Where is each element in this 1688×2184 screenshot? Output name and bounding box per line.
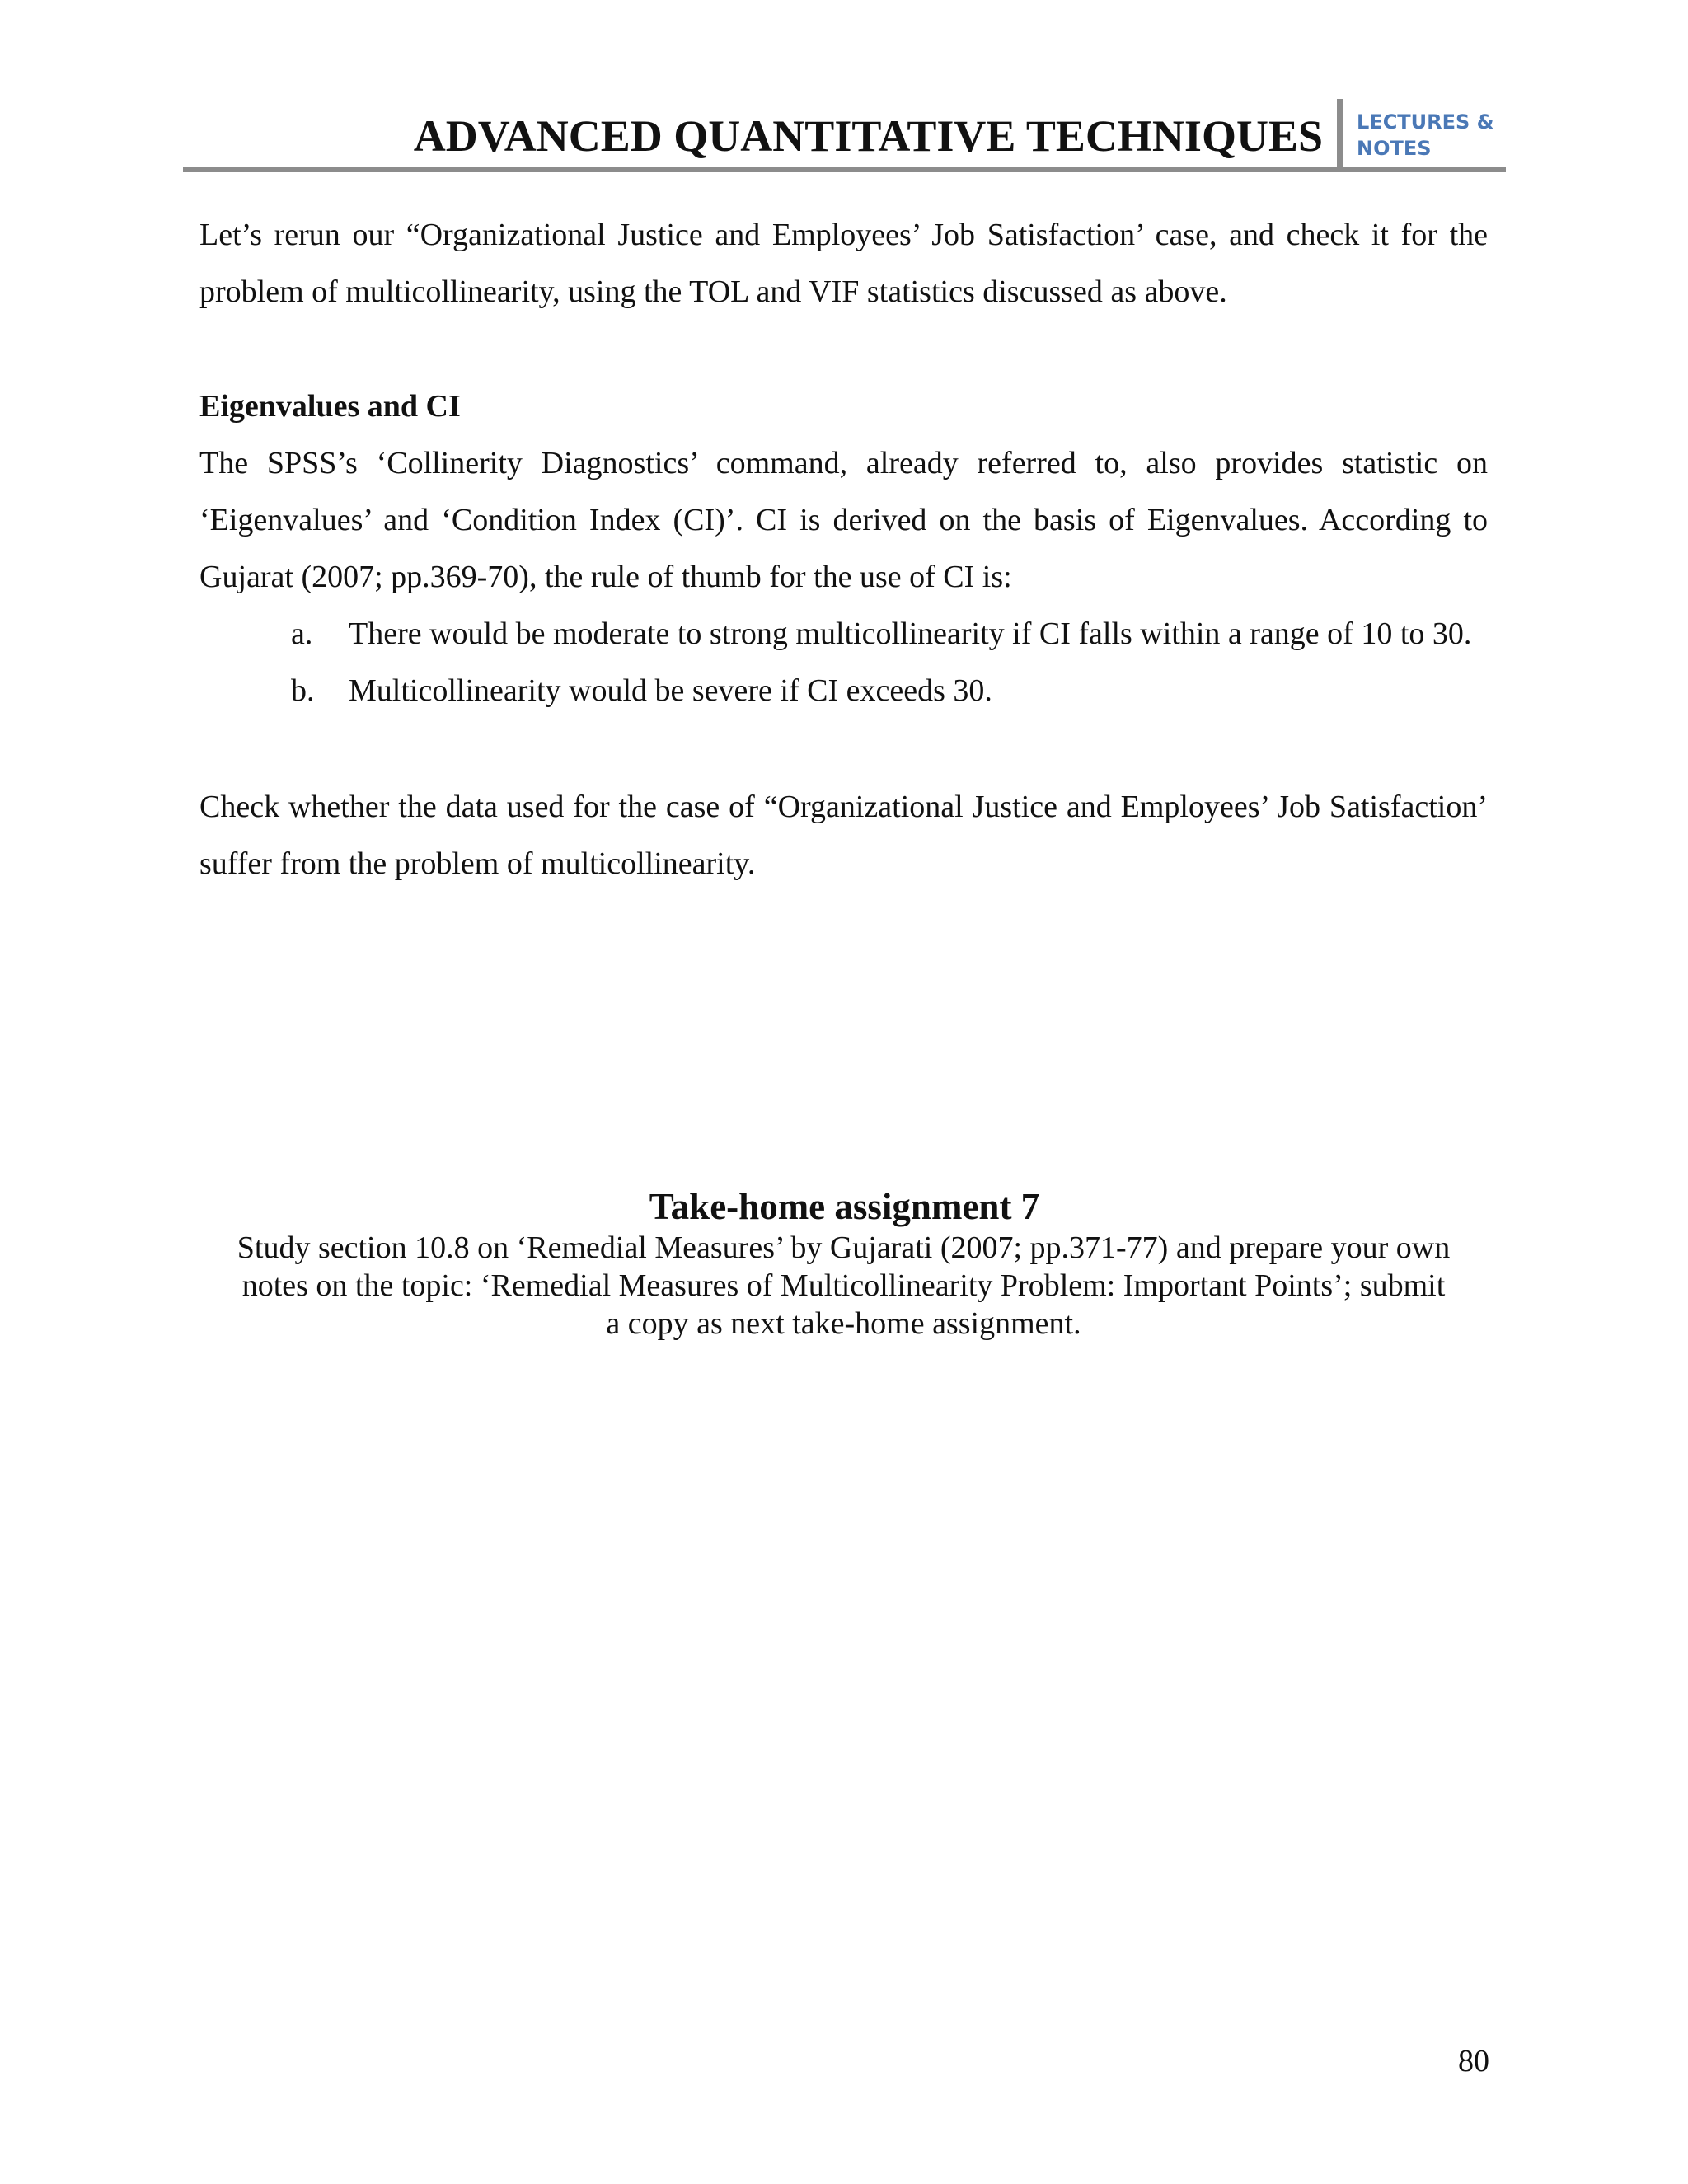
list-item-text: There would be moderate to strong multicollinearity if CI falls within a range of 10 to 30. (349, 616, 1472, 651)
section-paragraph: The SPSS’s ‘Collinerity Diagnostics’ command, already referred to, also provides statistic on ‘Eigenvalues’ and ‘Condition Index (CI)’. CI is derived on the basis of Eigenvalues. According to Gujarat (2007; pp.369-70), the rule of thumb for the use of CI is: (199, 446, 1488, 594)
header-title: ADVANCED QUANTITATIVE TECHNIQUES (413, 111, 1323, 161)
list-marker: a. (291, 616, 313, 651)
header-rule (183, 167, 1506, 172)
header-separator (1337, 99, 1343, 171)
list-item (291, 606, 1488, 663)
section-heading: Eigenvalues and CI (199, 389, 461, 424)
header-tag-line-1: LECTURES & (1357, 110, 1494, 134)
list-marker: b. (291, 673, 315, 708)
assignment-title: Take-home assignment 7 (649, 1186, 1040, 1227)
header-tag-line-2: NOTES (1357, 137, 1432, 160)
page-number: 80 (1458, 2044, 1489, 2079)
intro-paragraph: Let’s rerun our “Organizational Justice and Employees’ Job Satisfaction’ case, and check it for the problem of multicollinearity, using the TOL and VIF statistics discussed as above. (199, 218, 1488, 309)
assignment-line-2: notes on the topic: ‘Remedial Measures of Multicollinearity Problem: Important Points’; submit (241, 1268, 1446, 1303)
list-item (291, 663, 1488, 719)
list-item-text: Multicollinearity would be severe if CI exceeds 30. (349, 673, 992, 708)
closing-paragraph: Check whether the data used for the case of “Organizational Justice and Employees’ Job Satisfaction’ suffer from the problem of multicollinearity. (199, 790, 1488, 881)
header-section-tag (1357, 109, 1494, 162)
assignment-line-3: a copy as next take-home assignment. (606, 1306, 1081, 1341)
assignment-text (195, 1229, 1493, 1343)
rules-list (291, 606, 1488, 719)
assignment-line-1: Study section 10.8 on ‘Remedial Measures’ by Gujarati (2007; pp.371-77) and prepare your own (237, 1230, 1451, 1265)
